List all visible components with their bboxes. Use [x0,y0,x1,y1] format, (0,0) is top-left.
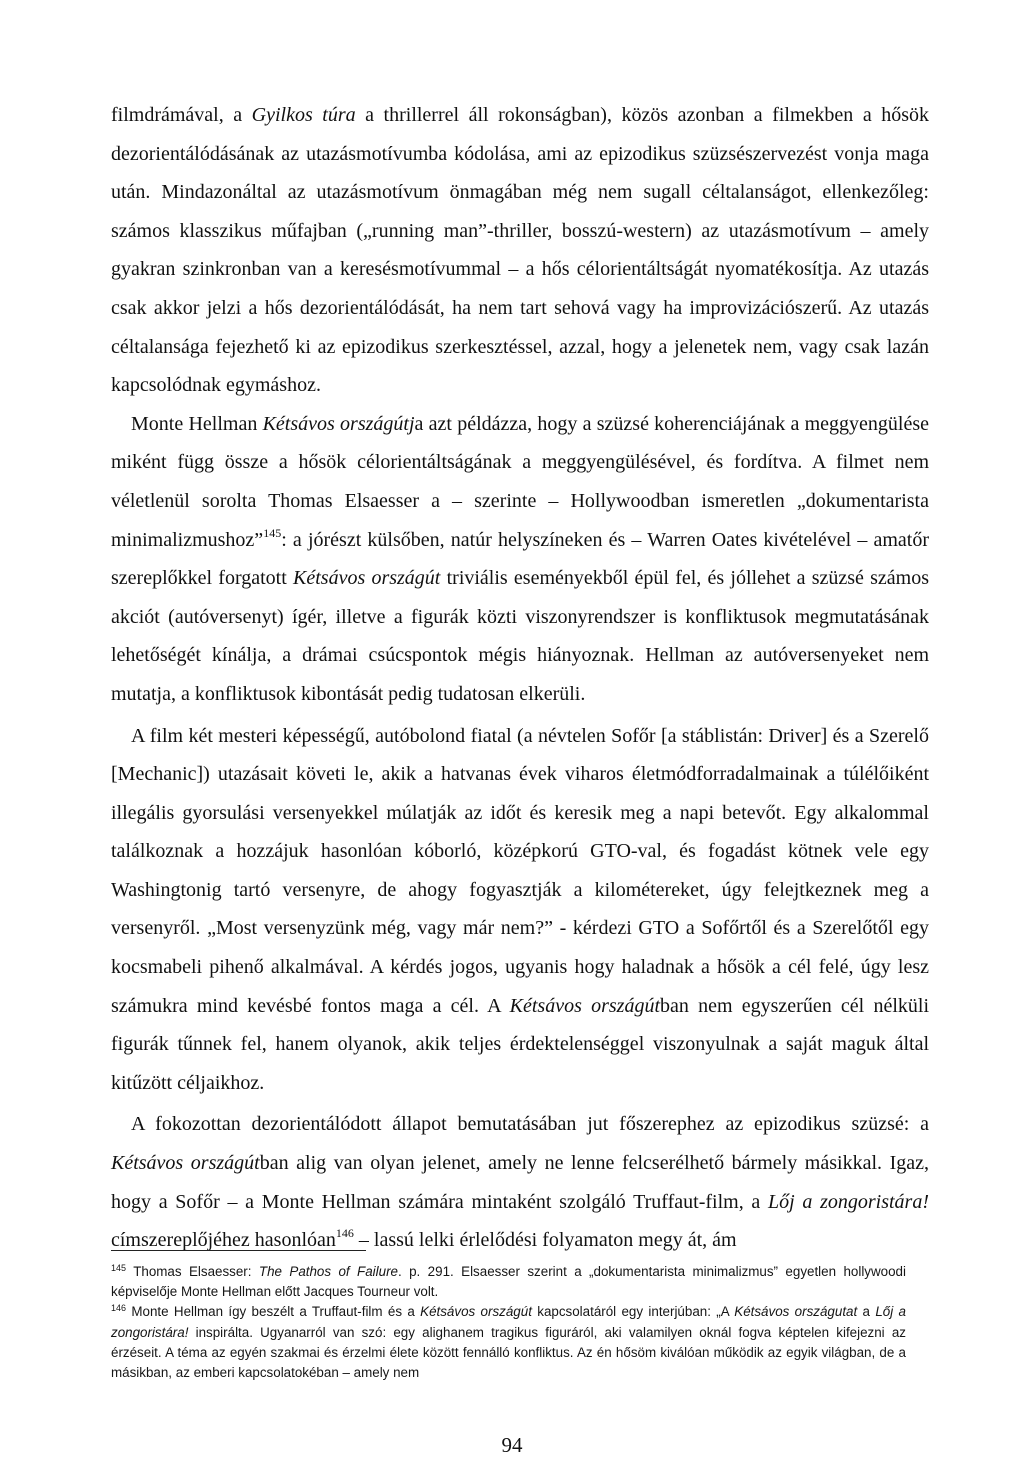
paragraph-2 [111,405,929,714]
paragraph-4 [111,1105,929,1259]
text-run: Thomas Elsaesser: [126,1264,259,1279]
footnote-146 [111,1302,906,1383]
body-text [111,96,929,1260]
page-number: 94 [501,1433,523,1457]
text-run: triviális eseményekből épül fel, és jóllehet a szüzsé számos akciót (autóversenyt) ígér, illetve a figurák közti viszonyrendszer is konfliktusok megmutatásának lehetőségét kínálja, a drámai csúcspontok mégis hiányoznak. Hellman az autóversenyeket nem mutatja, a konfliktusok kibontását pedig tudatosan elkerüli. [111,567,929,705]
book-title: The Pathos of Failure [258,1264,398,1279]
text-run: Monte Hellman [131,412,263,435]
text-run: – lassú lelki érlelődési folyamaton megy át, ám [353,1229,737,1252]
text-run: a azt példázza, hogy a szüzsé koherenciájának a meggyengülése miként függ össze a hősök célorientáltságának a meggyengülésével, és fordítva. A filmet nem véletlenül sorolta Thomas Elsaesser a – szerinte – Hollywoodban ismeretlen „dokumentarista minimalizmushoz” [111,412,929,551]
footnote-number: 145 [111,1263,127,1273]
film-title: Kétsávos országút [111,1152,260,1175]
text-run: A fokozottan dezorientálódott állapot bemutatásában jut főszerephez az epizodikus szüzsé: a [131,1113,929,1136]
film-title: Kétsávos országút [509,994,660,1017]
text-run: : a jórészt külsőben, natúr helyszíneken és – Warren Oates kivételével – amatőr szereplőkkel forgatott [111,528,929,590]
film-title: Gyilkos túra [251,104,356,126]
text-run: . p. 291. Elsaesser szerint a „dokumentarista minimalizmus” egyetlen hollywoodi képviselője Monte Hellman előtt Jacques Tourneur volt. [111,1264,906,1300]
text-run: kapcsolatáról egy interjúban: „A [531,1304,735,1320]
text-run: a [857,1304,876,1320]
text-run: filmdrámával, a [111,104,252,126]
text-run: a thrillerrel áll rokonságban), közös azonban a filmekben a hősök dezorientálódásának az utazásmotívumba kódolása, ami az epizodikus szüzsészervezést vonja maga után. Mindazonáltal az utazásmotívum önmagában még nem sugall céltalanságot, ellenkezőleg: számos klasszikus műfajban („running man”-thriller, bosszú-western) az utazásmotívum – amely gyakran szinkronban van a keresésmotívummal – a hős célorientáltságát nyomatékosítja. Az utazás csak akkor jelzi a hős dezorientálódását, ha nem tart sehová vagy ha improvizációszerű. Az utazás céltalansága fejezhető ki az epizodikus szerkesztéssel, azzal, hogy a jelenetek nem, vagy csak lazán kapcsolódnak egymáshoz. [111,104,929,397]
text-run: ban nem egyszerűen cél nélküli figurák tűnnek fel, hanem olyanok, akik teljes érdektelenséggel viszonyulnak a saját maguk által kitűzött céljaikhoz. [111,994,929,1094]
text-run: Monte Hellman így beszélt a Truffaut-film és a [126,1304,421,1320]
film-title: Lőj a zongoristára! [111,1304,906,1340]
text-run: címszereplőjéhez hasonlóan [111,1229,336,1252]
paragraph-3 [111,717,929,1103]
footnote-145 [111,1262,906,1302]
film-title: Lőj a zongoristára! [767,1190,929,1213]
film-title: Kétsávos országút [293,567,441,590]
text-run: A film két mesteri képességű, autóbolond fiatal (a névtelen Sofőr [a stáblistán: Driver] és a Szerelő [Mechanic]) utazásait követi le, akik a hatvanas évek viharos életmódforradalmainak a túlélőiként illegális gyorsulási versenyekkel múlatják az időt és keresik meg a napi betevőt. Egy alkalommal találkoznak a hozzájuk hasonlóan kóborló, középkorú GTO-val, és fogadást kötnek vele egy Washingtonig tartó versenyre, de ahogy fogyasztják a kilométereket, úgy felejtkeznek meg a versenyről. „Most versenyzünk még, vagy már nem?” - kérdezi GTO a Sofőrtől és a Szerelőtől egy kocsmabeli pihenő alkalmával. A kérdés jogos, ugyanis hogy haladnak a hősök a cél felé, úgy lesz számukra mind kevésbé fontos maga a cél. A [111,724,929,1017]
paragraph-1 [111,96,929,405]
film-title: Kétsávos országútj [262,412,415,435]
text-run: ban alig van olyan jelenet, amely ne lenne felcserélhető bármely másikkal. Igaz, hogy a Sofőr – a Monte Hellman számára mintaként szolgáló Truffaut-film, a [111,1152,930,1213]
footnote-ref-146[interactable]: 146 [335,1226,354,1241]
film-title: Kétsávos országút [420,1304,532,1320]
text-run: inspirálta. Ugyanarról van szó: egy alighanem tragikus figuráról, aki valamilyen oknál fogva képtelen kifejezni az érzéseit. A téma az egyén szakmai és érzelmi élete között fennálló konfliktus. Az én hősöm kiválóan működik az egyik világban, de a másikban, az emberi kapcsolatokéban – amely nem [111,1324,906,1381]
footnote-number: 146 [111,1303,127,1314]
footnotes [111,1262,906,1383]
footnote-separator [111,1250,366,1251]
footnote-ref-145[interactable]: 145 [263,525,282,540]
film-title: Kétsávos országutat [734,1304,858,1320]
